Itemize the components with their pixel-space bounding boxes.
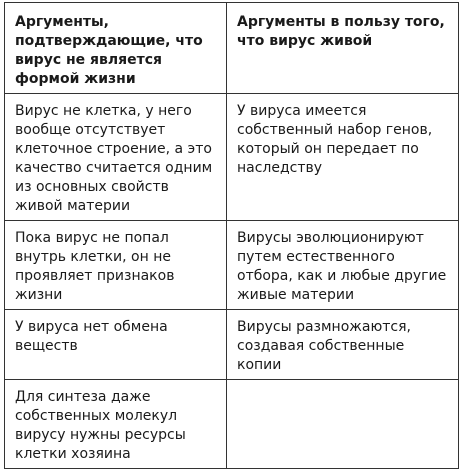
argument-for-cell: Вирусы размножаются, создавая собственные копии (227, 310, 459, 380)
table-row (5, 380, 459, 469)
comparison-table (4, 2, 459, 469)
table-row (5, 221, 459, 310)
argument-for-cell: У вируса имеется собственный набор генов, который он передает по наследству (227, 94, 459, 221)
header-not-alive: Аргументы, подтверждающие, что вирус не является формой жизни (5, 3, 227, 94)
argument-against-cell: Для синтеза даже собственных молекул вирусу нужны ресурсы клетки хозяина (5, 380, 227, 469)
table-header-row (5, 3, 459, 94)
header-alive: Аргументы в пользу того, что вирус живой (227, 3, 459, 94)
table-row (5, 310, 459, 380)
argument-against-cell: У вируса нет обмена веществ (5, 310, 227, 380)
argument-against-cell: Вирус не клетка, у него вообще отсутствует клеточное строение, а это качество считается одним из основных свойств живой материи (5, 94, 227, 221)
table-row (5, 94, 459, 221)
argument-for-cell: Вирусы эволюционируют путем естественного отбора, как и любые другие живые материи (227, 221, 459, 310)
empty-cell (227, 380, 459, 469)
argument-against-cell: Пока вирус не попал внутрь клетки, он не проявляет признаков жизни (5, 221, 227, 310)
